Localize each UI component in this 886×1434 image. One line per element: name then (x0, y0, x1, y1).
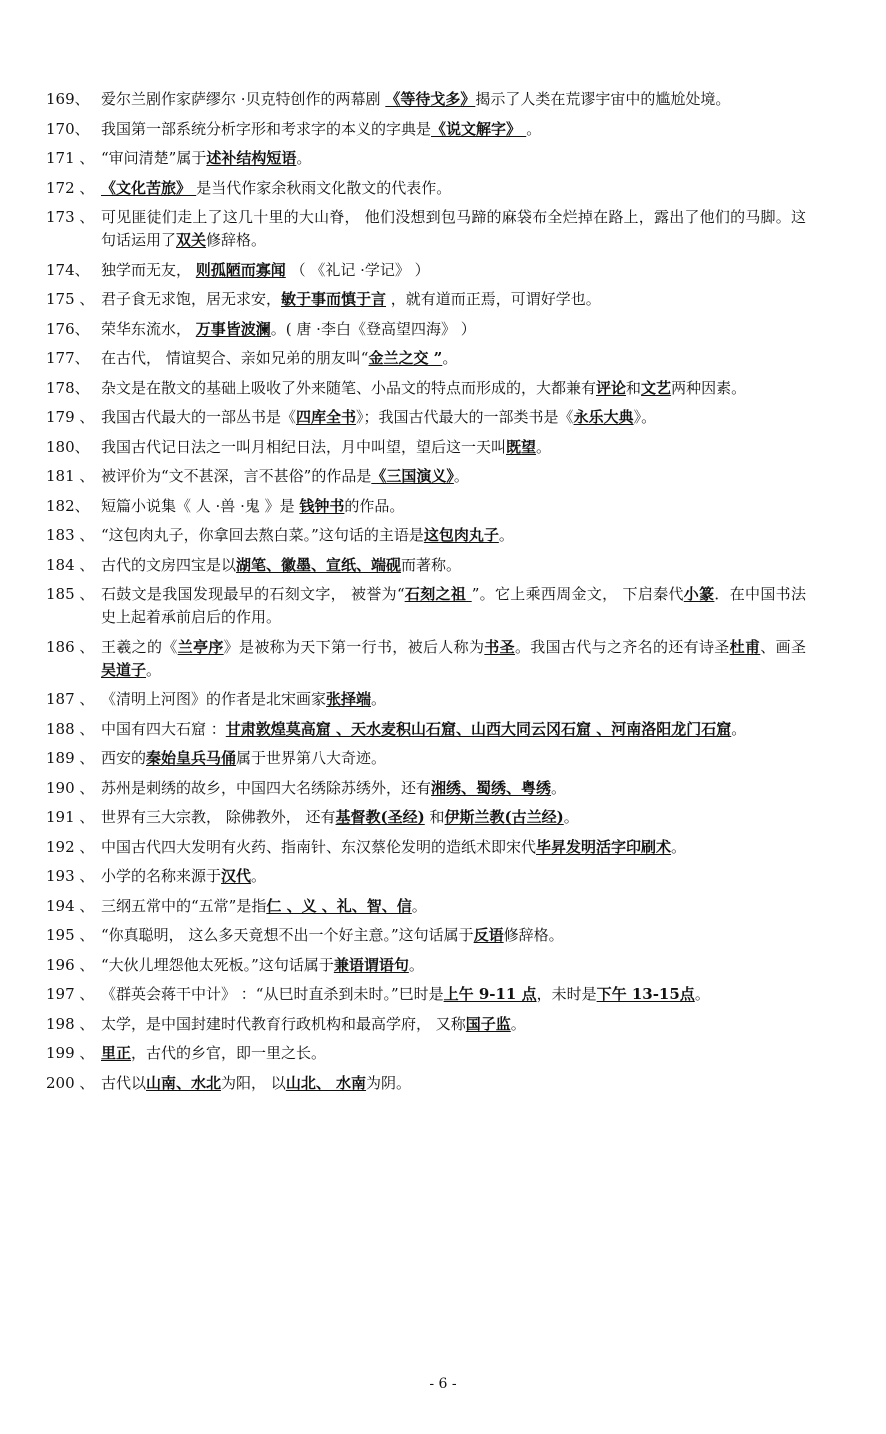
item-number: 197 、 (46, 985, 95, 1003)
question-text: 》是被称为天下第一行书，被后人称为 (223, 637, 485, 656)
question-text: 君子食无求饱，居无求安， (101, 290, 282, 308)
item-text (101, 836, 806, 859)
list-item (0, 777, 886, 800)
question-text: 。 (536, 437, 552, 456)
question-text: “审问清楚”属于 (101, 149, 207, 167)
question-text: （ 《礼记 ·学记》 ） (285, 260, 430, 279)
question-text: 被评价为“文不甚深，言不甚俗”的作品是 (101, 467, 372, 485)
question-text: 王羲之的《 (101, 637, 178, 656)
question-text: 。 (563, 808, 579, 826)
answer-text: 反语 (473, 926, 504, 944)
answer-text: 兼语谓语句 (333, 955, 409, 974)
item-text (101, 777, 806, 800)
list-item (0, 836, 886, 859)
answer-text: 文艺 (641, 378, 672, 397)
answer-text: 甘肃敦煌莫高窟 、天水麦积山石窟、山西大同云冈石窟 、河南洛阳龙门石窟 (225, 719, 732, 738)
item-number: 185 、 (46, 585, 95, 603)
item-number: 174、 (46, 260, 90, 279)
item-number: 195 、 (46, 926, 95, 944)
item-number: 171 、 (46, 149, 95, 167)
question-text: 为阳， 以 (221, 1073, 286, 1092)
list-item (0, 377, 886, 400)
item-number: 177、 (46, 349, 90, 367)
list-item (0, 747, 886, 770)
question-text: 。 (694, 985, 710, 1003)
question-text: 。 (411, 896, 427, 915)
item-number: 178、 (46, 378, 90, 397)
item-number: 180、 (46, 437, 90, 456)
list-item (0, 1042, 886, 1065)
question-text: ”。它上乘西周金文， 下启秦代 (471, 585, 684, 603)
question-text: 。 (442, 349, 458, 367)
answer-text: 张择端 (326, 690, 372, 708)
answer-text: 山南、水北 (146, 1073, 222, 1092)
question-text: ，未时是 (536, 985, 597, 1003)
answer-text: 湖笔、徽墨、宣纸、端砚 (236, 555, 402, 574)
answer-text: 里正 (101, 1044, 132, 1062)
question-text: 。( 唐 ·李白《登高望四海》 ） (270, 319, 476, 338)
question-text: 。 (671, 837, 687, 856)
question-text: “这包肉丸子，你拿回去熬白菜。”这句话的主语是 (101, 526, 424, 544)
item-number: 186 、 (46, 637, 95, 656)
item-number: 192 、 (46, 837, 95, 856)
list-item (0, 554, 886, 577)
list-item (0, 583, 886, 629)
question-text: 为阴。 (366, 1073, 412, 1092)
item-text (101, 406, 806, 429)
list-item (0, 465, 886, 488)
item-text (101, 465, 806, 488)
answer-text: 《等待戈多》 (385, 90, 476, 108)
answer-text: 评论 (596, 378, 627, 397)
list-item (0, 1072, 886, 1095)
list-item (0, 259, 886, 282)
answer-text: 兰亭序 (177, 637, 224, 656)
item-text (101, 554, 806, 577)
item-number: 170、 (46, 119, 90, 138)
item-text (101, 895, 806, 918)
item-text (101, 259, 806, 282)
question-text: 》。 (633, 408, 657, 426)
question-text: 修辞格。 (503, 926, 564, 944)
list-item (0, 347, 886, 370)
question-text: 在古代， 情谊契合、亲如兄弟的朋友叫“ (101, 349, 369, 367)
list-item (0, 177, 886, 200)
question-text: 《群英会蒋干中计》 ：“从巳时直杀到未时。”巳时是 (101, 985, 444, 1003)
item-text (101, 88, 806, 111)
question-text: 是当代作家余秋雨文化散文的代表作。 (196, 178, 452, 197)
item-number: 196 、 (46, 955, 95, 974)
answer-text: 山北、 水南 (285, 1073, 367, 1092)
list-item (0, 895, 886, 918)
answer-text: 石刻之祖 (404, 585, 472, 603)
question-text: 。 (296, 149, 312, 167)
question-text: 。 (453, 467, 469, 485)
question-text: 和 (424, 808, 445, 826)
item-number: 181 、 (46, 467, 95, 485)
answer-text: 《说文解字》 (431, 119, 527, 138)
list-item (0, 636, 886, 682)
list-item (0, 718, 886, 741)
question-text: 《清明上河图》的作者是北宋画家 (101, 690, 327, 708)
list-item (0, 983, 886, 1006)
item-text (101, 147, 806, 170)
answer-text: 双关 (176, 231, 207, 249)
question-text: 苏州是刺绣的故乡，中国四大名绣除苏绣外，还有 (101, 778, 432, 797)
answer-text: 书圣 (484, 637, 515, 656)
list-item (0, 954, 886, 977)
item-number: 189 、 (46, 749, 95, 767)
item-number: 182、 (46, 496, 90, 515)
item-number: 191 、 (46, 808, 95, 826)
question-text: 而著称。 (401, 555, 462, 574)
item-text (101, 636, 806, 682)
question-text: 三纲五常中的“五常”是指 (101, 896, 267, 915)
item-number: 194 、 (46, 896, 95, 915)
question-text: 我国古代记日法之一叫月相纪日法，月中叫望，望后这一天叫 (101, 437, 507, 456)
answer-text: 湘绣、蜀绣、粤绣 (431, 778, 552, 797)
question-text: 独学而无友， (101, 260, 196, 279)
document-body (0, 88, 886, 1101)
list-item (0, 924, 886, 947)
item-text (101, 806, 806, 829)
list-item (0, 806, 886, 829)
answer-text: 金兰之交 ” (368, 349, 443, 367)
list-item (0, 88, 886, 111)
item-text (101, 347, 806, 370)
answer-text: 基督教(圣经) (335, 808, 425, 826)
question-text: 小学的名称来源于 (101, 867, 222, 885)
item-number: 183 、 (46, 526, 95, 544)
answer-text: 万事皆波澜 (195, 319, 271, 338)
item-number: 190 、 (46, 778, 95, 797)
item-number: 187 、 (46, 690, 95, 708)
question-text: 我国第一部系统分析字形和考求字的本义的字典是 (101, 119, 432, 138)
answer-text: 《文化苦旅》 (101, 178, 197, 197)
answer-text: 这包肉丸子 (423, 526, 499, 544)
item-number: 199 、 (46, 1044, 95, 1062)
answer-text: 述补结构短语 (206, 149, 297, 167)
item-text (101, 524, 806, 547)
question-text: 属于世界第八大奇迹。 (236, 749, 387, 767)
item-text (101, 288, 806, 311)
item-text (101, 118, 806, 141)
question-text: 。 (510, 1014, 526, 1033)
item-text (101, 436, 806, 459)
list-item (0, 147, 886, 170)
question-text: 两种因素。 (671, 378, 747, 397)
item-text (101, 177, 806, 200)
item-text (101, 583, 806, 629)
question-text: 短篇小说集《 人 ·兽 ·鬼 》是 (101, 496, 300, 515)
item-text (101, 206, 806, 252)
list-item (0, 406, 886, 429)
answer-text: 伊斯兰教(古兰经) (444, 808, 564, 826)
answer-text: 下午 13-15点 (596, 985, 695, 1003)
question-text: 》；我国古代最大的一部类书是《 (356, 408, 574, 426)
question-text: 。 (146, 660, 162, 679)
question-text: 世界有三大宗教， 除佛教外， 还有 (101, 808, 336, 826)
item-text (101, 495, 806, 518)
list-item (0, 288, 886, 311)
list-item (0, 865, 886, 888)
question-text: 古代的文房四宝是以 (101, 555, 237, 574)
answer-text: 杜甫 (729, 637, 761, 656)
item-number: 179 、 (46, 408, 95, 426)
list-item (0, 118, 886, 141)
item-text (101, 1013, 806, 1036)
item-number: 172 、 (46, 178, 95, 197)
answer-text: 敏于事而慎于言 (281, 290, 387, 308)
list-item (0, 1013, 886, 1036)
question-text: 中国有四大石窟 ： (101, 719, 226, 738)
answer-text: 小篆 (683, 585, 715, 603)
item-text (101, 924, 806, 947)
item-text (101, 1042, 806, 1065)
question-text: 中国古代四大发明有火药、指南针、东汉蔡伦发明的造纸术即宋代 (101, 837, 537, 856)
answer-text: 国子监 (465, 1014, 511, 1033)
item-number: 176、 (46, 319, 90, 338)
question-text: 。我国古代与之齐名的还有诗圣 (514, 637, 730, 656)
list-item (0, 495, 886, 518)
question-text: 。 (551, 778, 567, 797)
answer-text: 汉代 (221, 867, 252, 885)
item-number: 175 、 (46, 290, 95, 308)
item-number: 188 、 (46, 719, 95, 738)
question-text: 可见匪徒们走上了这几十里的大山脊， 他们没想到包马蹄的麻袋布全烂掉在路上，露出了他们的马脚。这句话运用了 (101, 208, 806, 249)
question-text: 石鼓文是我国发现最早的石刻文字， 被誉为“ (101, 585, 405, 603)
question-text: 荣华东流水， (101, 319, 196, 338)
answer-text: 吴道子 (101, 660, 147, 679)
answer-text: 《三国演义》 (371, 467, 454, 485)
question-text: “你真聪明， 这么多天竟想不出一个好主意。”这句话属于 (101, 926, 474, 944)
question-text: “大伙儿埋怨他太死板。”这句话属于 (101, 955, 334, 974)
answer-text: 则孤陋而寡闻 (195, 260, 286, 279)
question-text: 。 (526, 119, 542, 138)
question-text: 修辞格。 (206, 231, 267, 249)
question-text: 和 (626, 378, 642, 397)
question-text: 、画圣 (760, 637, 806, 656)
answer-text: 上午 9-11 点 (443, 985, 537, 1003)
question-text: 揭示了人类在荒谬宇宙中的尴尬处境。 (475, 90, 731, 108)
item-number: 193 、 (46, 867, 95, 885)
question-text: 我国古代最大的一部丛书是《 (101, 408, 297, 426)
item-text (101, 865, 806, 888)
question-text: 西安的 (101, 749, 147, 767)
answer-text: 毕昇发明活字印刷术 (536, 837, 672, 856)
question-text: ，古代的乡官，即一里之长。 (131, 1044, 327, 1062)
list-item (0, 318, 886, 341)
item-text (101, 747, 806, 770)
page-number: - 6 - (429, 1376, 457, 1392)
question-text: 。 (408, 955, 424, 974)
item-number: 184 、 (46, 555, 95, 574)
answer-text: 仁 、义 、礼、智、信 (266, 896, 412, 915)
list-item (0, 206, 886, 252)
item-number: 198 、 (46, 1014, 95, 1033)
item-text (101, 688, 806, 711)
answer-text: 秦始皇兵马俑 (146, 749, 237, 767)
item-text (101, 983, 806, 1006)
item-number: 173 、 (46, 208, 95, 226)
question-text: 。 (498, 526, 514, 544)
item-number: 169、 (46, 90, 90, 108)
question-text: 太学，是中国封建时代教育行政机构和最高学府， 又称 (101, 1014, 466, 1033)
item-text (101, 954, 806, 977)
question-text: ．在中国书法史上起着承前启后的作用。 (101, 585, 806, 626)
item-text (101, 1072, 806, 1095)
item-text (101, 318, 806, 341)
question-text: 。 (251, 867, 267, 885)
item-number: 200 、 (46, 1073, 95, 1092)
item-text (101, 377, 806, 400)
item-text (101, 718, 806, 741)
question-text: ，就有道而正焉，可谓好学也。 (386, 290, 601, 308)
answer-text: 永乐大典 (573, 408, 634, 426)
question-text: 的作品。 (344, 496, 405, 515)
question-text: 。 (731, 719, 747, 738)
answer-text: 四库全书 (296, 408, 357, 426)
answer-text: 钱钟书 (299, 496, 345, 515)
list-item (0, 436, 886, 459)
question-text: 杂文是在散文的基础上吸收了外来随笔、小品文的特点而形成的，大都兼有 (101, 378, 597, 397)
list-item (0, 524, 886, 547)
question-text: 爱尔兰剧作家萨缪尔 ·贝克特创作的两幕剧 (101, 90, 386, 108)
list-item (0, 688, 886, 711)
question-text: 。 (371, 690, 387, 708)
question-text: 古代以 (101, 1073, 147, 1092)
answer-text: 既望 (506, 437, 537, 456)
